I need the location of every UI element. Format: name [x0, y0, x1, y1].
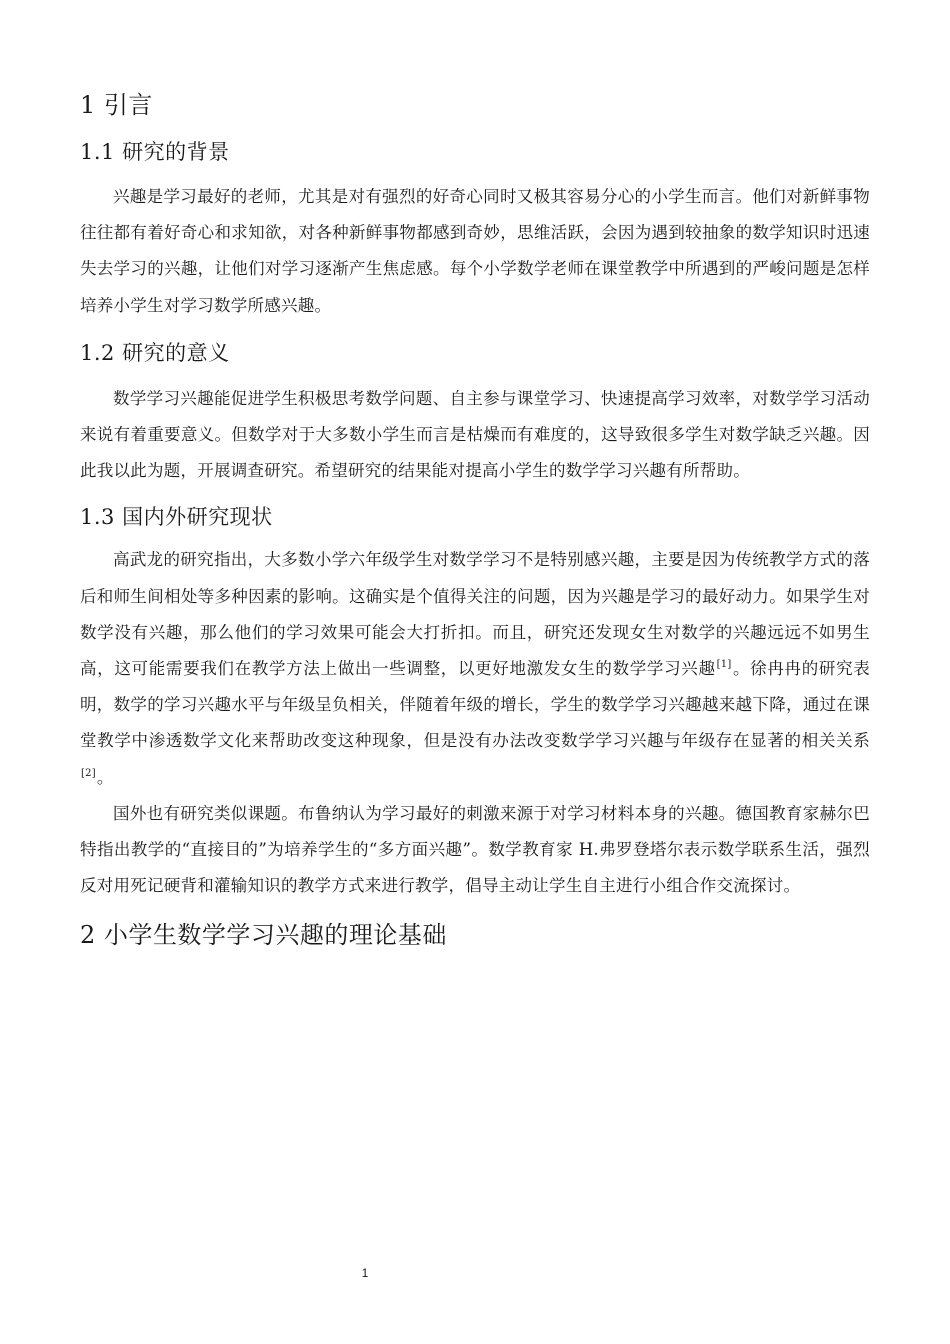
citation-reference-2: [2]	[81, 767, 96, 779]
heading-research-significance: 1.2 研究的意义	[80, 340, 230, 365]
paragraph-foreign-research: 国外也有研究类似课题。布鲁纳认为学习最好的刺激来源于对学习材料本身的兴趣。德国教育家赫尔巴特指出教学的“直接目的”为培养学生的“多方面兴趣”。数学教育家 H.弗罗登塔尔表示数学联系生活，强烈反对用死记硬背和灌输知识的教学方式来进行教学，倡导主动让学生自主进行小组合作交流探讨。	[80, 803, 870, 896]
domestic-research-text-part1: 高武龙的研究指出，大多数小学六年级学生对数学学习不是特别感兴趣，主要是因为传统教学方式的落后和师生间相处等多种因素的影响。这确实是个值得关注的问题，因为兴趣是学习的最好动力。如果学生对数学没有兴趣，那么他们的学习效果可能会大打折扣。而且，研究还发现女生对数学的兴趣远远不如男生高，这可能需要我们在教学方法上做出一些调整，以更好地激发女生的数学学习兴趣	[80, 550, 870, 679]
page-number: 1	[361, 1266, 369, 1280]
paragraph-research-background: 兴趣是学习最好的老师，尤其是对有强烈的好奇心同时又极其容易分心的小学生而言。他们对新鲜事物往往都有着好奇心和求知欲，对各种新鲜事物都感到奇妙，思维活跃，会因为遇到较抽象的数学知识时迅速失去学习的兴趣，让他们对学习逐渐产生焦虑感。每个小学数学老师在课堂教学中所遇到的严峻问题是怎样培养小学生对学习数学所感兴趣。	[80, 187, 870, 315]
paragraph-research-significance: 数学学习兴趣能促进学生积极思考数学问题、自主参与课堂学习、快速提高学习效率，对数学学习活动来说有着重要意义。但数学对于大多数小学生而言是枯燥而有难度的，这导致很多学生对数学缺乏兴趣。因此我以此为题，开展调查研究。希望研究的结果能对提高小学生的数学学习兴趣有所帮助。	[80, 388, 870, 481]
heading-research-status: 1.3 国内外研究现状	[80, 505, 273, 530]
heading-introduction: 1 引言	[80, 91, 153, 119]
paragraph-domestic-research	[80, 542, 870, 795]
domestic-research-text-part3: 。	[96, 767, 114, 787]
citation-reference-1: [1]	[716, 659, 732, 671]
heading-research-background: 1.1 研究的背景	[80, 140, 230, 164]
domestic-research-text-part2: 。徐冉冉的研究表明，数学的学习兴趣水平与年级呈负相关，伴随着年级的增长，学生的数学学习兴趣越来越下降，通过在课堂教学中渗透数学文化来帮助改变这种现象，但是没有办法改变数学学习兴趣与年级存在显著的相关关系	[80, 659, 871, 751]
document-body	[80, 86, 870, 954]
heading-theoretical-basis: 2 小学生数学学习兴趣的理论基础	[80, 921, 447, 950]
